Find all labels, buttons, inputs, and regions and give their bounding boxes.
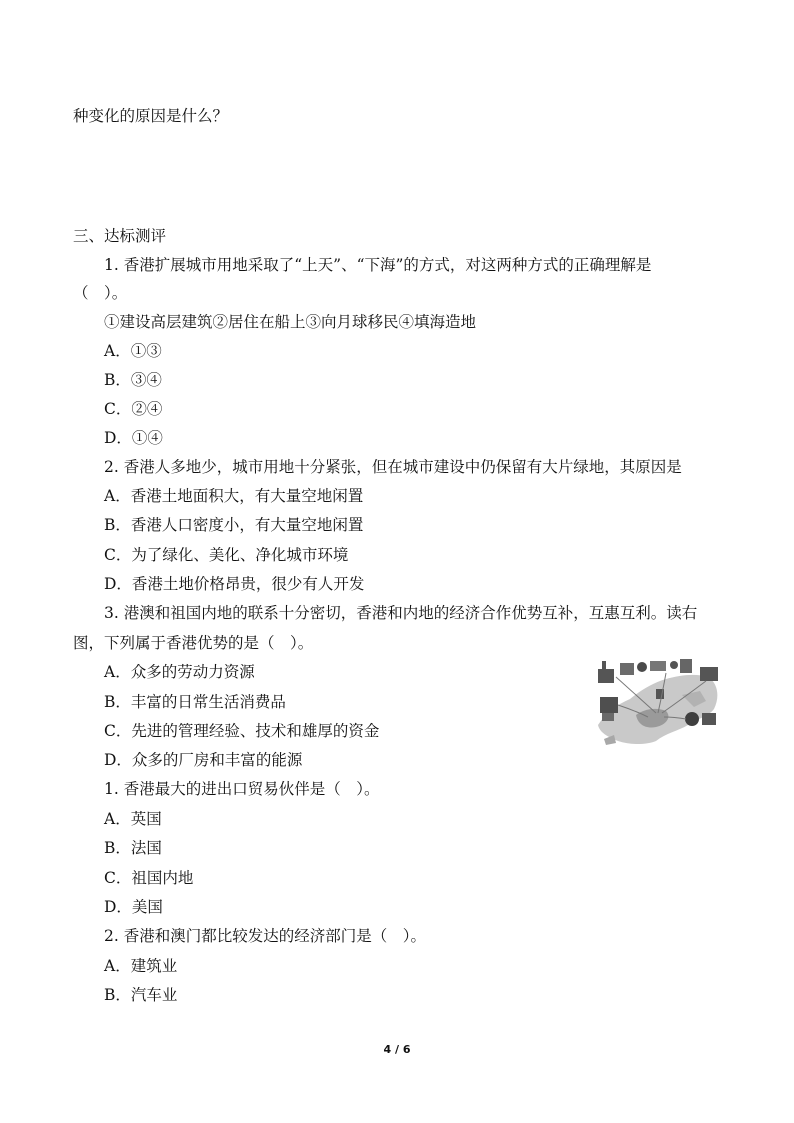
option-c: C．祖国内地 [104, 869, 194, 887]
question-stem: 2. 香港和澳门都比较发达的经济部门是（ ）。 [104, 927, 426, 945]
option-c: C．②④ [104, 400, 163, 418]
option-c: C．为了绿化、美化、净化城市环境 [104, 546, 349, 564]
question-stem: 3. 港澳和祖国内地的联系十分密切，香港和内地的经济合作优势互补，互惠互利。读右 [104, 604, 698, 622]
question-stem: 1. 香港最大的进出口贸易伙伴是（ ）。 [104, 780, 380, 798]
option-d: D．众多的厂房和丰富的能源 [104, 751, 303, 769]
option-d: D．美国 [104, 898, 163, 916]
option-a: A．众多的劳动力资源 [104, 663, 255, 681]
option-b: B．香港人口密度小，有大量空地闲置 [104, 516, 364, 534]
question-stem: 2. 香港人多地少，城市用地十分紧张，但在城市建设中仍保留有大片绿地，其原因是 [104, 458, 682, 476]
question-stem-continued: （ ）。 [73, 284, 128, 302]
option-b: B．法国 [104, 839, 162, 857]
section-title: 三、达标测评 [73, 227, 167, 245]
option-a: A．①③ [104, 342, 162, 360]
page-number: 4 / 6 [383, 1043, 411, 1056]
question-stem-continued: 图，下列属于香港优势的是（ ）。 [73, 634, 314, 652]
option-c: C．先进的管理经验、技术和雄厚的资金 [104, 722, 380, 740]
option-a: A．英国 [104, 810, 162, 828]
carry-over-text: 种变化的原因是什么？ [73, 107, 229, 125]
option-d: D．①④ [104, 429, 163, 447]
option-a: A．香港土地面积大，有大量空地闲置 [104, 487, 364, 505]
option-b: B．汽车业 [104, 986, 178, 1004]
question-premise: ①建设高层建筑②居住在船上③向月球移民④填海造地 [104, 313, 477, 331]
question-stem: 1. 香港扩展城市用地采取了“上天”、“下海”的方式，对这两种方式的正确理解是 [104, 256, 652, 274]
option-a: A．建筑业 [104, 957, 178, 975]
option-b: B．丰富的日常生活消费品 [104, 693, 286, 711]
hong-kong-cooperation-map [596, 655, 722, 747]
option-d: D．香港土地价格昂贵，很少有人开发 [104, 575, 365, 593]
option-b: B．③④ [104, 371, 162, 389]
